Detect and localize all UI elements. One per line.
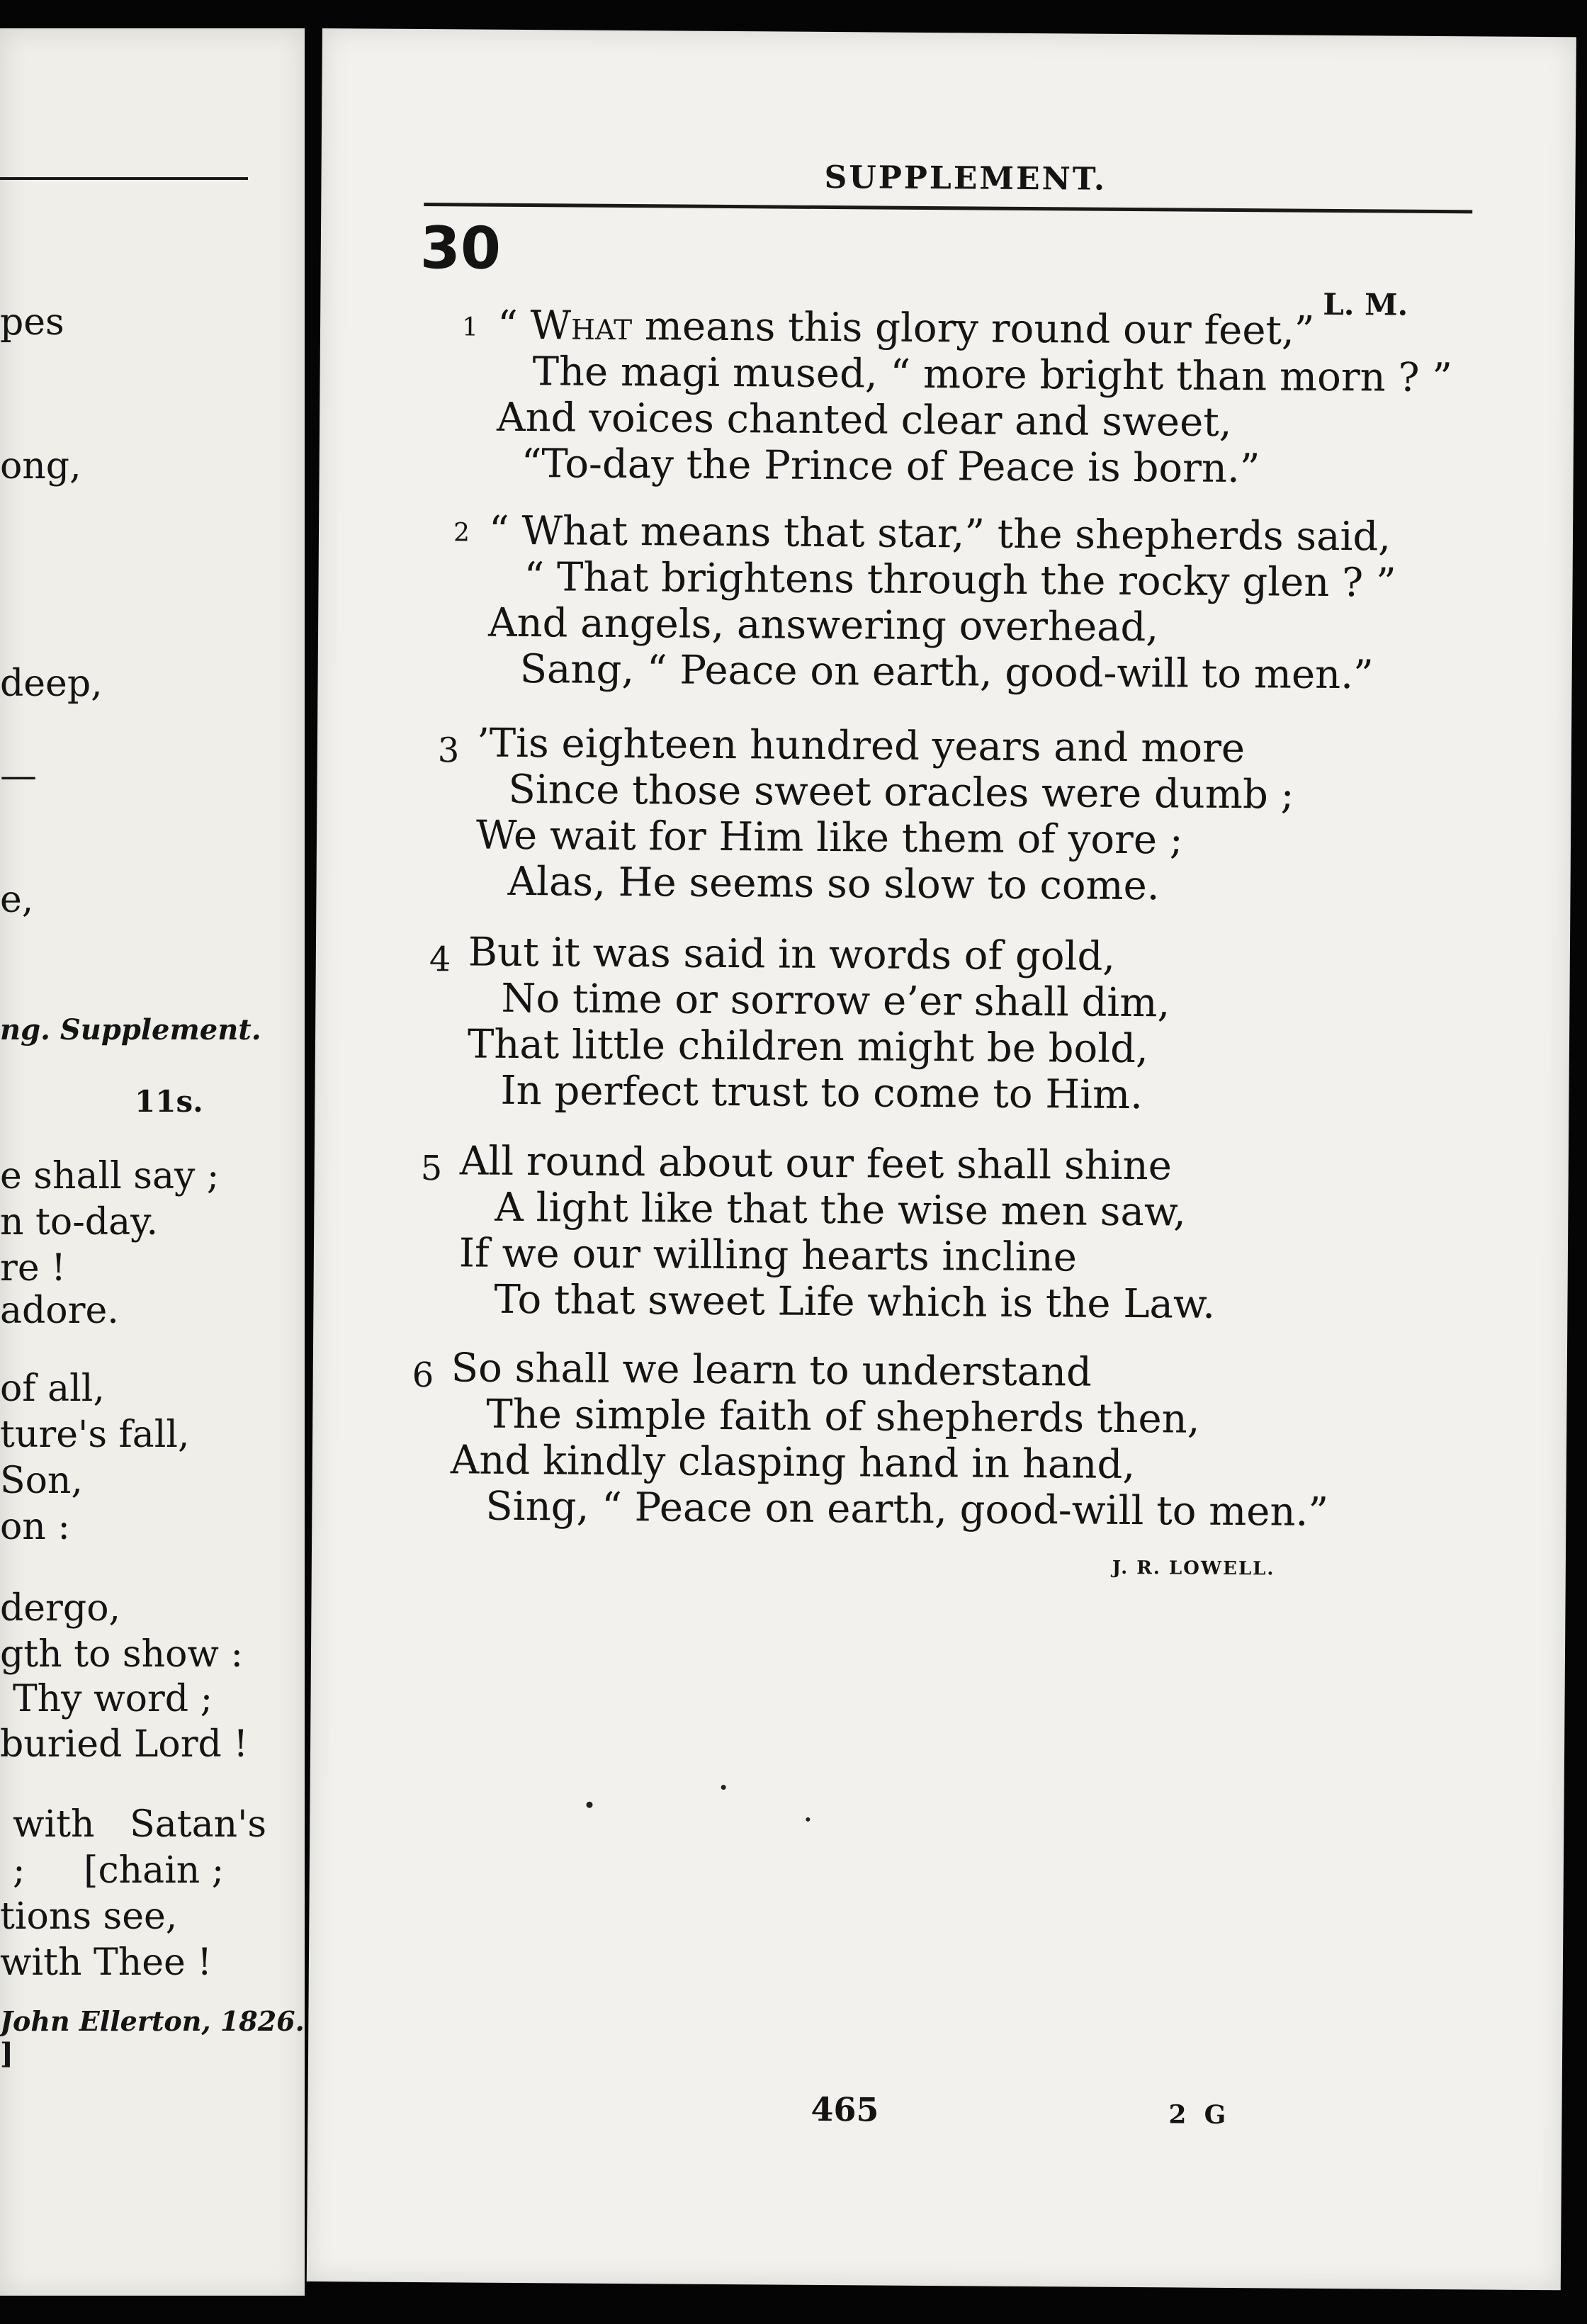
running-header: SUPPLEMENT. [824, 159, 1107, 198]
verse-line: Alas, He seems so slow to come. [507, 858, 1160, 910]
left-line: ] [0, 2037, 13, 2070]
left-line: tions see, [0, 1895, 178, 1938]
left-line: e shall say ; [0, 1155, 220, 1197]
hymn-author: J. R. LOWELL. [1112, 1557, 1275, 1580]
verse-number: 1 [461, 312, 479, 342]
left-line: e, [0, 879, 34, 921]
verse-line: But it was said in words of gold, [468, 929, 1116, 980]
verse-line: That little children might be bold, [467, 1021, 1149, 1073]
verse-line: No time or sorrow e’er shall dim, [501, 975, 1170, 1027]
verse-line: The simple faith of shepherds then, [486, 1391, 1200, 1443]
verse-number: 3 [437, 731, 460, 771]
left-line: ong, [0, 445, 81, 487]
left-line: adore. [0, 1290, 119, 1332]
verse-line: So shall we learn to understand [451, 1345, 1092, 1396]
verse-line: “ That brightens through the rocky glen ? ” [524, 554, 1396, 607]
verse-line: And kindly clasping hand in hand, [450, 1437, 1136, 1489]
left-line: of all, [0, 1367, 105, 1410]
left-line: with Satan's [13, 1803, 267, 1846]
verse-line: To that sweet Life which is the Law. [494, 1276, 1216, 1328]
verse-number: 4 [429, 940, 451, 980]
left-line: — [0, 755, 37, 797]
hymn-meter: L. M. [1323, 286, 1408, 322]
verse-number: 6 [412, 1355, 434, 1396]
verse-line [497, 303, 1315, 354]
left-line: n to-day. [0, 1201, 159, 1243]
verse-line: A light like that the wise men saw, [495, 1184, 1187, 1236]
left-line: gth to show : [0, 1633, 243, 1676]
verse-line: In perfect trust to come to Him. [500, 1067, 1143, 1119]
verse-number: 2 [453, 518, 470, 548]
print-speck [806, 1817, 810, 1822]
verse-first-word: “ What [497, 302, 633, 350]
verse-line: And voices chanted clear and sweet, [496, 394, 1232, 446]
verse-line: Sang, “ Peace on earth, good-will to men.” [519, 645, 1374, 699]
left-line: re ! [0, 1247, 67, 1290]
left-line: ; [chain ; [13, 1849, 225, 1892]
verse-line: ’Tis eighteen hundred years and more [476, 720, 1246, 772]
left-page [0, 28, 305, 2296]
verse-line: If we our willing hearts incline [458, 1230, 1078, 1281]
verse-line: “ What means that star,” the shepherds said, [488, 507, 1391, 560]
signature-mark: 2 G [1168, 2099, 1226, 2130]
verse-line: We wait for Him like them of yore ; [475, 812, 1183, 864]
verse-line: Sing, “ Peace on earth, good-will to men.” [485, 1483, 1329, 1535]
left-source-line: ng. Supplement. [0, 1013, 261, 1047]
verse-line: All round about our feet shall shine [459, 1138, 1173, 1190]
left-meter: 11s. [135, 1084, 203, 1119]
left-line: with Thee ! [0, 1941, 213, 1984]
left-line: pes [0, 301, 64, 344]
left-author: John Ellerton, 1826. [0, 2005, 305, 2037]
left-line: Thy word ; [13, 1678, 213, 1720]
left-line: dergo, [0, 1587, 121, 1630]
verse-number: 5 [420, 1149, 443, 1189]
print-speck [721, 1785, 726, 1790]
left-line: deep, [0, 662, 103, 705]
header-rule [424, 203, 1472, 213]
verse-line: The magi mused, “ more bright than morn ? ” [532, 349, 1453, 402]
left-line: buried Lord ! [0, 1723, 249, 1766]
left-line: ture's fall, [0, 1414, 190, 1456]
verse-line: And angels, answering overhead, [487, 599, 1159, 651]
left-header-rule [0, 177, 248, 180]
verse-line: Since those sweet oracles were dumb ; [508, 766, 1294, 818]
verse-line: “To-day the Prince of Peace is born.” [521, 440, 1260, 492]
print-speck [586, 1802, 592, 1808]
verse-line-rest: means this glory round our feet,” [631, 303, 1315, 354]
left-line: Son, [0, 1460, 83, 1502]
right-page [307, 28, 1576, 2290]
left-line: on : [0, 1506, 70, 1548]
page-number: 465 [811, 2089, 879, 2129]
hymn-number: 30 [419, 214, 502, 283]
